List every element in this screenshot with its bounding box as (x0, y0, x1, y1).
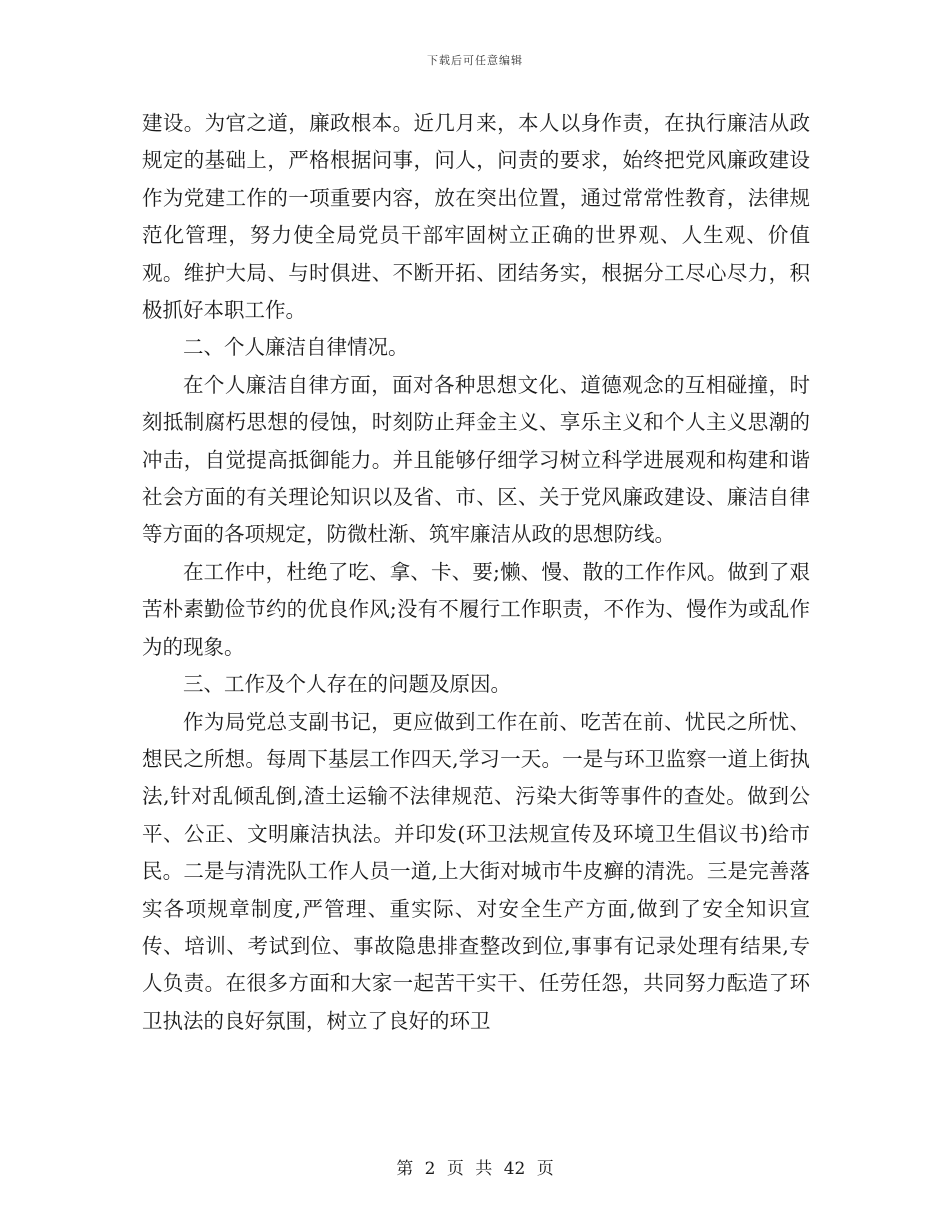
page-number-footer: 第 2 页 共 42 页 (396, 1159, 554, 1179)
section-heading-2: 二、个人廉洁自律情况。 (183, 335, 409, 360)
paragraph-work-details: 作为局党总支副书记，更应做到工作在前、吃苦在前、忧民之所忧、想民之所想。每周下基层工作四天,学习一天。一是与环卫监察一道上街执法,针对乱倾乱倒,渣土运输不法律规范、污染大街等事件的查处。做到公平、公正、文明廉洁执法。并印发(环卫法规宣传及环境卫生倡议书)给市民。二是与清洗队工作人员一道,上大街对城市牛皮癣的清洗。三是完善落实各项规章制度,严管理、重实际、对安全生产方面,做到了安全知识宣传、培训、考试到位、事故隐患排查整改到位,事事有记录处理有结果,专人负责。在很多方面和大家一起苦干实干、任劳任怨，共同努力酝造了环卫执法的良好氛围，树立了良好的环卫 (142, 709, 810, 1033)
paragraph-continuation: 建设。为官之道，廉政根本。近几月来，本人以身作责，在执行廉洁从政规定的基础上，严格根据问事，问人，问责的要求，始终把党风廉政建设作为党建工作的一项重要内容，放在突出位置，通过常常性教育，法律规范化管理，努力使全局党员干部牢固树立正确的世界观、人生观、价值观。维护大局、与时俱进、不断开拓、团结务实，根据分工尽心尽力，积极抓好本职工作。 (142, 111, 810, 323)
section-heading-3: 三、工作及个人存在的问题及原因。 (183, 672, 511, 697)
paragraph-work-style: 在工作中，杜绝了吃、拿、卡、要;懒、慢、散的工作作风。做到了艰苦朴素勤俭节约的优良作风;没有不履行工作职责，不作为、慢作为或乱作为的现象。 (142, 559, 810, 659)
page-header: 下载后可任意编辑 (427, 54, 523, 67)
document-body (142, 105, 810, 1040)
paragraph-self-discipline: 在个人廉洁自律方面，面对各种思想文化、道德观念的互相碰撞，时刻抵制腐朽思想的侵蚀，时刻防止拜金主义、享乐主义和个人主义思潮的冲击，自觉提高抵御能力。并且能够仔细学习树立科学进展观和构建和谐社会方面的有关理论知识以及省、市、区、关于党风廉政建设、廉洁自律等方面的各项规定，防微杜渐、筑牢廉洁从政的思想防线。 (142, 372, 810, 547)
